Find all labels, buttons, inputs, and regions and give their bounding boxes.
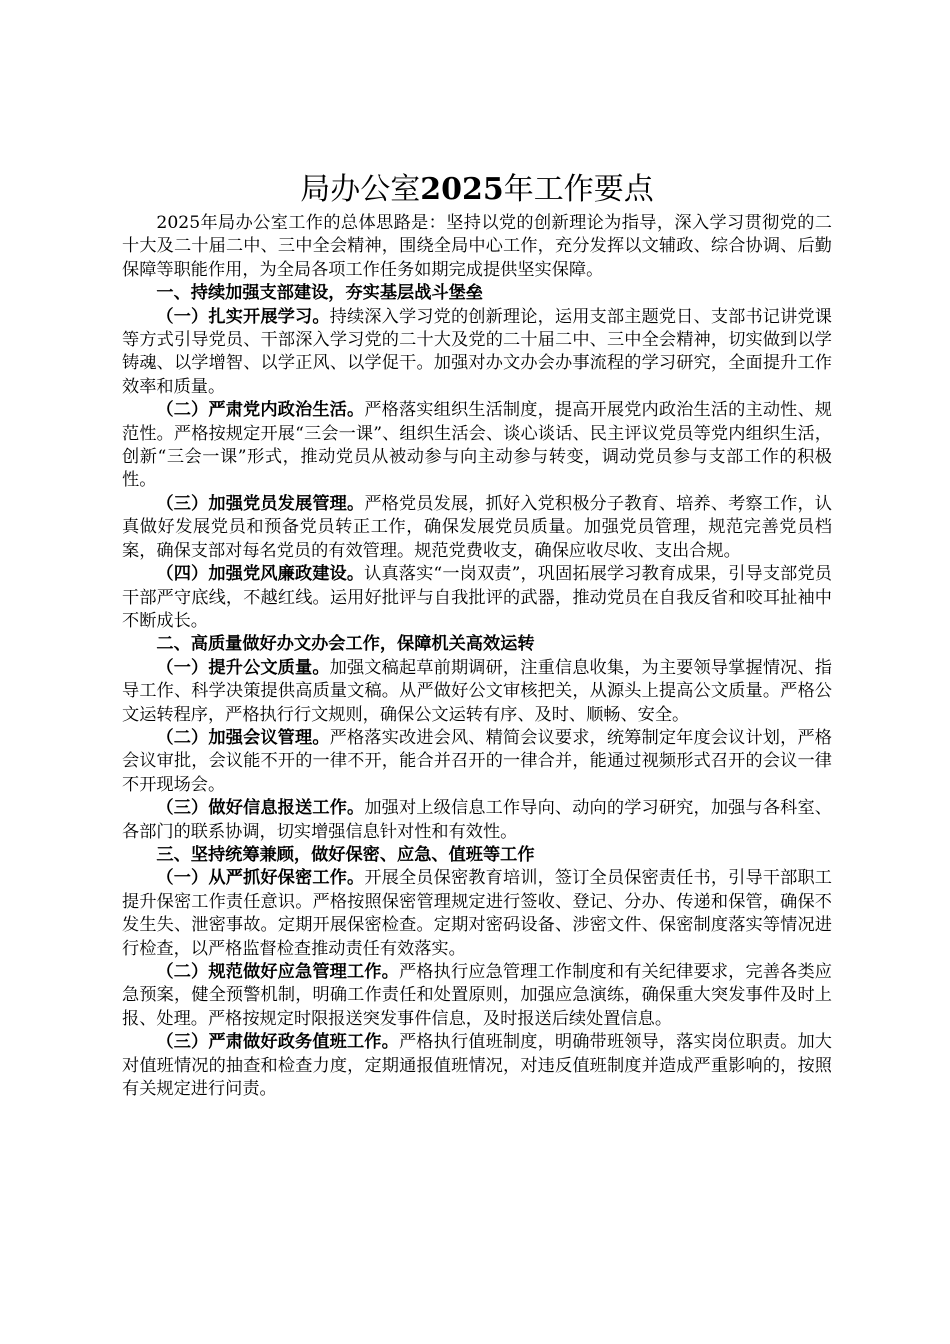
item-lead: （一）提升公文质量。 — [156, 657, 330, 678]
item-body: 严格落实组织生活制度，提高开展党内政治生活的主动性、规范性。严格按规定开展“三会一课”、组织生活会、谈心谈话、民主评议党员等党内组织生活，创新“三会一课”形式，推动党员从被动参与向主动参与转变，调动党员参与支部工作的积极性。 — [122, 400, 832, 491]
section-heading: 二、高质量做好办文办会工作，保障机关高效运转 — [156, 634, 535, 655]
title-year: 2025 — [420, 172, 504, 207]
section-item — [122, 306, 832, 400]
item-lead: （三）加强党员发展管理。 — [156, 493, 365, 514]
title-prefix: 局办公室 — [300, 172, 421, 207]
item-lead: （一）扎实开展学习。 — [156, 306, 330, 327]
section-item — [122, 657, 832, 727]
section-item — [122, 563, 832, 633]
item-body: 加强文稿起草前期调研，注重信息收集，为主要领导掌握情况、指导工作、科学决策提供高质量文稿。从严做好公文审核把关，从源头上提高公文质量。严格公文运转程序，严格执行行文规则，确保公文运转有序、及时、顺畅、安全。 — [122, 657, 832, 725]
item-lead: （二）加强会议管理。 — [156, 727, 330, 748]
section-item — [122, 493, 832, 563]
item-body: 严格执行值班制度，明确带班领导，落实岗位职责。加大对值班情况的抽查和检查力度，定期通报值班情况，对违反值班制度并造成严重影响的，按照有关规定进行问责。 — [122, 1032, 832, 1100]
item-body: 严格落实改进会风、精简会议要求，统筹制定年度会议计划，严格会议审批，会议能不开的一律不开，能合并召开的一律合并，能通过视频形式召开的会议一律不开现场会。 — [122, 727, 832, 795]
item-lead: （三）严肃做好政务值班工作。 — [156, 1032, 399, 1053]
item-lead: （三）做好信息报送工作。 — [156, 798, 365, 819]
intro-paragraph: 2025年局办公室工作的总体思路是：坚持以党的创新理论为指导，深入学习贯彻党的二十大及二十届二中、三中全会精神，围绕全局中心工作，充分发挥以文辅政、综合协调、后勤保障等职能作用，为全局各项工作任务如期完成提供坚实保障。 — [122, 213, 832, 280]
section-item — [122, 727, 832, 797]
item-body: 认真落实“一岗双责”，巩固拓展学习教育成果，引导支部党员干部严守底线，不越红线。运用好批评与自我批评的武器，推动党员在自我反省和咬耳扯袖中不断成长。 — [122, 564, 832, 631]
document-title — [122, 168, 832, 212]
item-lead: （一）从严抓好保密工作。 — [156, 868, 365, 889]
section-heading: 三、坚持统筹兼顾，做好保密、应急、值班等工作 — [156, 844, 535, 865]
section-item — [122, 399, 832, 493]
section-heading: 一、持续加强支部建设，夯实基层战斗堡垒 — [156, 283, 483, 304]
item-body: 严格党员发展，抓好入党积极分子教育、培养、考察工作，认真做好发展党员和预备党员转正工作，确保发展党员质量。加强党员管理，规范完善党员档案，确保支部对每名党员的有效管理。规范党费收支，确保应收尽收、支出合规。 — [122, 493, 832, 561]
item-lead: （二）规范做好应急管理工作。 — [156, 962, 399, 982]
item-body: 严格执行应急管理工作制度和有关纪律要求，完善各类应急预案，健全预警机制，明确工作责任和处置原则，加强应急演练，确保重大突发事件及时上报、处理。严格按规定时限报送突发事件信息，及时报送后续处置信息。 — [122, 962, 832, 1029]
item-lead: （四）加强党风廉政建设。 — [156, 564, 365, 585]
section-item — [122, 867, 832, 961]
section-item — [122, 797, 832, 844]
section-item — [122, 961, 832, 1031]
section-item — [122, 1031, 832, 1101]
title-suffix: 年工作要点 — [503, 172, 654, 207]
item-lead: （二）严肃党内政治生活。 — [156, 400, 365, 421]
item-body: 加强对上级信息工作导向、动向的学习研究，加强与各科室、各部门的联系协调，切实增强信息针对性和有效性。 — [122, 798, 832, 842]
item-body: 开展全员保密教育培训，签订全员保密责任书，引导干部职工提升保密工作责任意识。严格按照保密管理规定进行签收、登记、分办、传递和保管，确保不发生失、泄密事故。定期开展保密检查。定期对密码设备、涉密文件、保密制度落实等情况进行检查，以严格监督检查推动责任有效落实。 — [122, 868, 832, 959]
item-body: 持续深入学习党的创新理论，运用支部主题党日、支部书记讲党课等方式引导党员、干部深入学习党的二十大及党的二十届二中、三中全会精神，切实做到以学铸魂、以学增智、以学正风、以学促干。加强对办文办会办事流程的学习研究，全面提升工作效率和质量。 — [122, 306, 832, 397]
document-page — [122, 168, 832, 1101]
